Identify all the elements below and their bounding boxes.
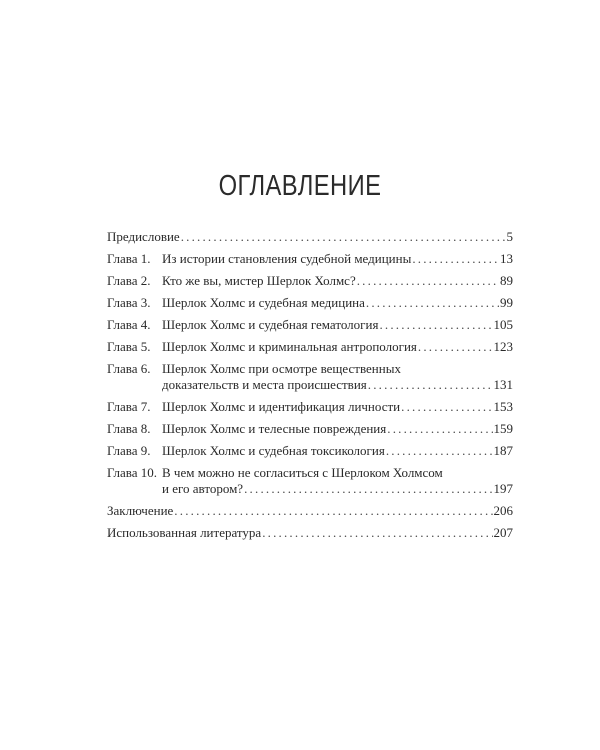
toc-entry-chapter-6: [107, 361, 513, 393]
toc-entry-chapter-10: [107, 465, 513, 497]
toc-entry-body: [107, 503, 513, 519]
toc-entry-body: [162, 399, 513, 415]
toc-entry-body: [162, 465, 513, 497]
toc-page-number: 13: [500, 251, 513, 266]
dot-leader: [366, 295, 499, 311]
toc-entry-body: [162, 295, 513, 311]
toc-entry-title: Заключение: [107, 503, 174, 518]
toc-entry-references: [107, 525, 513, 541]
toc-entry-title-line: Шерлок Холмс при осмотре вещественных: [162, 361, 401, 376]
toc-entry-title: Шерлок Холмс и судебная медицина: [162, 295, 365, 310]
toc-entry-body: [107, 525, 513, 541]
toc-entry-title: Шерлок Холмс и криминальная антропология: [162, 339, 417, 354]
dot-leader: [379, 317, 492, 333]
dot-leader: [386, 443, 493, 459]
toc-entry-body: [162, 251, 513, 267]
toc-entry-preface: [107, 229, 513, 245]
toc-entry-body: [162, 317, 513, 333]
toc-entry-chapter-3: [107, 295, 513, 311]
toc-page-number: 159: [493, 421, 513, 436]
toc-entry-chapter-9: [107, 443, 513, 459]
toc-entry-title: Шерлок Холмс и судебная гематология: [162, 317, 379, 332]
toc-entry-title: Из истории становления судебной медицины: [162, 251, 412, 266]
toc-entry-title: Использованная литература: [107, 525, 262, 540]
toc-entry-body: [162, 339, 513, 355]
toc-entry-chapter-2: [107, 273, 513, 289]
toc-page-number: 187: [493, 443, 513, 458]
toc-page-number: 105: [493, 317, 513, 332]
dot-leader: [174, 503, 492, 519]
table-of-contents: [107, 229, 513, 541]
dot-leader: [401, 399, 492, 415]
dot-leader: [357, 273, 499, 289]
toc-entry-title: и его автором?: [162, 481, 244, 496]
toc-entry-title: Предисловие: [107, 229, 180, 244]
toc-entry-title: доказательств и места происшествия: [162, 377, 367, 392]
toc-chapter-label: Глава 10.: [107, 465, 158, 480]
toc-entry-title: Шерлок Холмс и судебная токсикология: [162, 443, 385, 458]
toc-chapter-label: Глава 5.: [107, 339, 151, 354]
toc-entry-title-line: В чем можно не согласиться с Шерлоком Холмсом: [162, 465, 443, 480]
toc-entry-title: Кто же вы, мистер Шерлок Холмс?: [162, 273, 356, 288]
toc-chapter-label: Глава 7.: [107, 399, 151, 414]
toc-entry-conclusion: [107, 503, 513, 519]
toc-page-number: 123: [493, 339, 513, 354]
toc-entry-body: [162, 421, 513, 437]
toc-entry-body: [162, 361, 513, 393]
toc-page-number: 207: [493, 525, 513, 540]
toc-page-number: 89: [500, 273, 513, 288]
toc-chapter-label: Глава 3.: [107, 295, 151, 310]
toc-page-number: 5: [506, 229, 513, 244]
toc-entry-body: [107, 229, 513, 245]
toc-page-number: 153: [493, 399, 513, 414]
toc-chapter-label: Глава 9.: [107, 443, 151, 458]
page-title: ОГЛАВЛЕНИЕ: [218, 170, 382, 202]
dot-leader: [181, 229, 506, 245]
toc-page-number: 206: [493, 503, 513, 518]
dot-leader: [387, 421, 492, 437]
toc-entry-chapter-4: [107, 317, 513, 333]
dot-leader: [262, 525, 492, 541]
dot-leader: [418, 339, 493, 355]
toc-entry-title: Шерлок Холмс и телесные повреждения: [162, 421, 387, 436]
toc-entry-title: Шерлок Холмс и идентификация личности: [162, 399, 401, 414]
toc-entry-chapter-8: [107, 421, 513, 437]
dot-leader: [412, 251, 499, 267]
toc-entry-body: [162, 273, 513, 289]
toc-chapter-label: Глава 4.: [107, 317, 151, 332]
toc-entry-chapter-7: [107, 399, 513, 415]
toc-page-number: 131: [493, 377, 513, 392]
dot-leader: [244, 481, 492, 497]
toc-entry-chapter-5: [107, 339, 513, 355]
toc-page-number: 197: [493, 481, 513, 496]
toc-entry-chapter-1: [107, 251, 513, 267]
toc-chapter-label: Глава 8.: [107, 421, 151, 436]
toc-chapter-label: Глава 1.: [107, 251, 151, 266]
toc-chapter-label: Глава 6.: [107, 361, 151, 376]
dot-leader: [368, 377, 493, 393]
toc-page-number: 99: [500, 295, 513, 310]
toc-entry-body: [162, 443, 513, 459]
toc-chapter-label: Глава 2.: [107, 273, 151, 288]
